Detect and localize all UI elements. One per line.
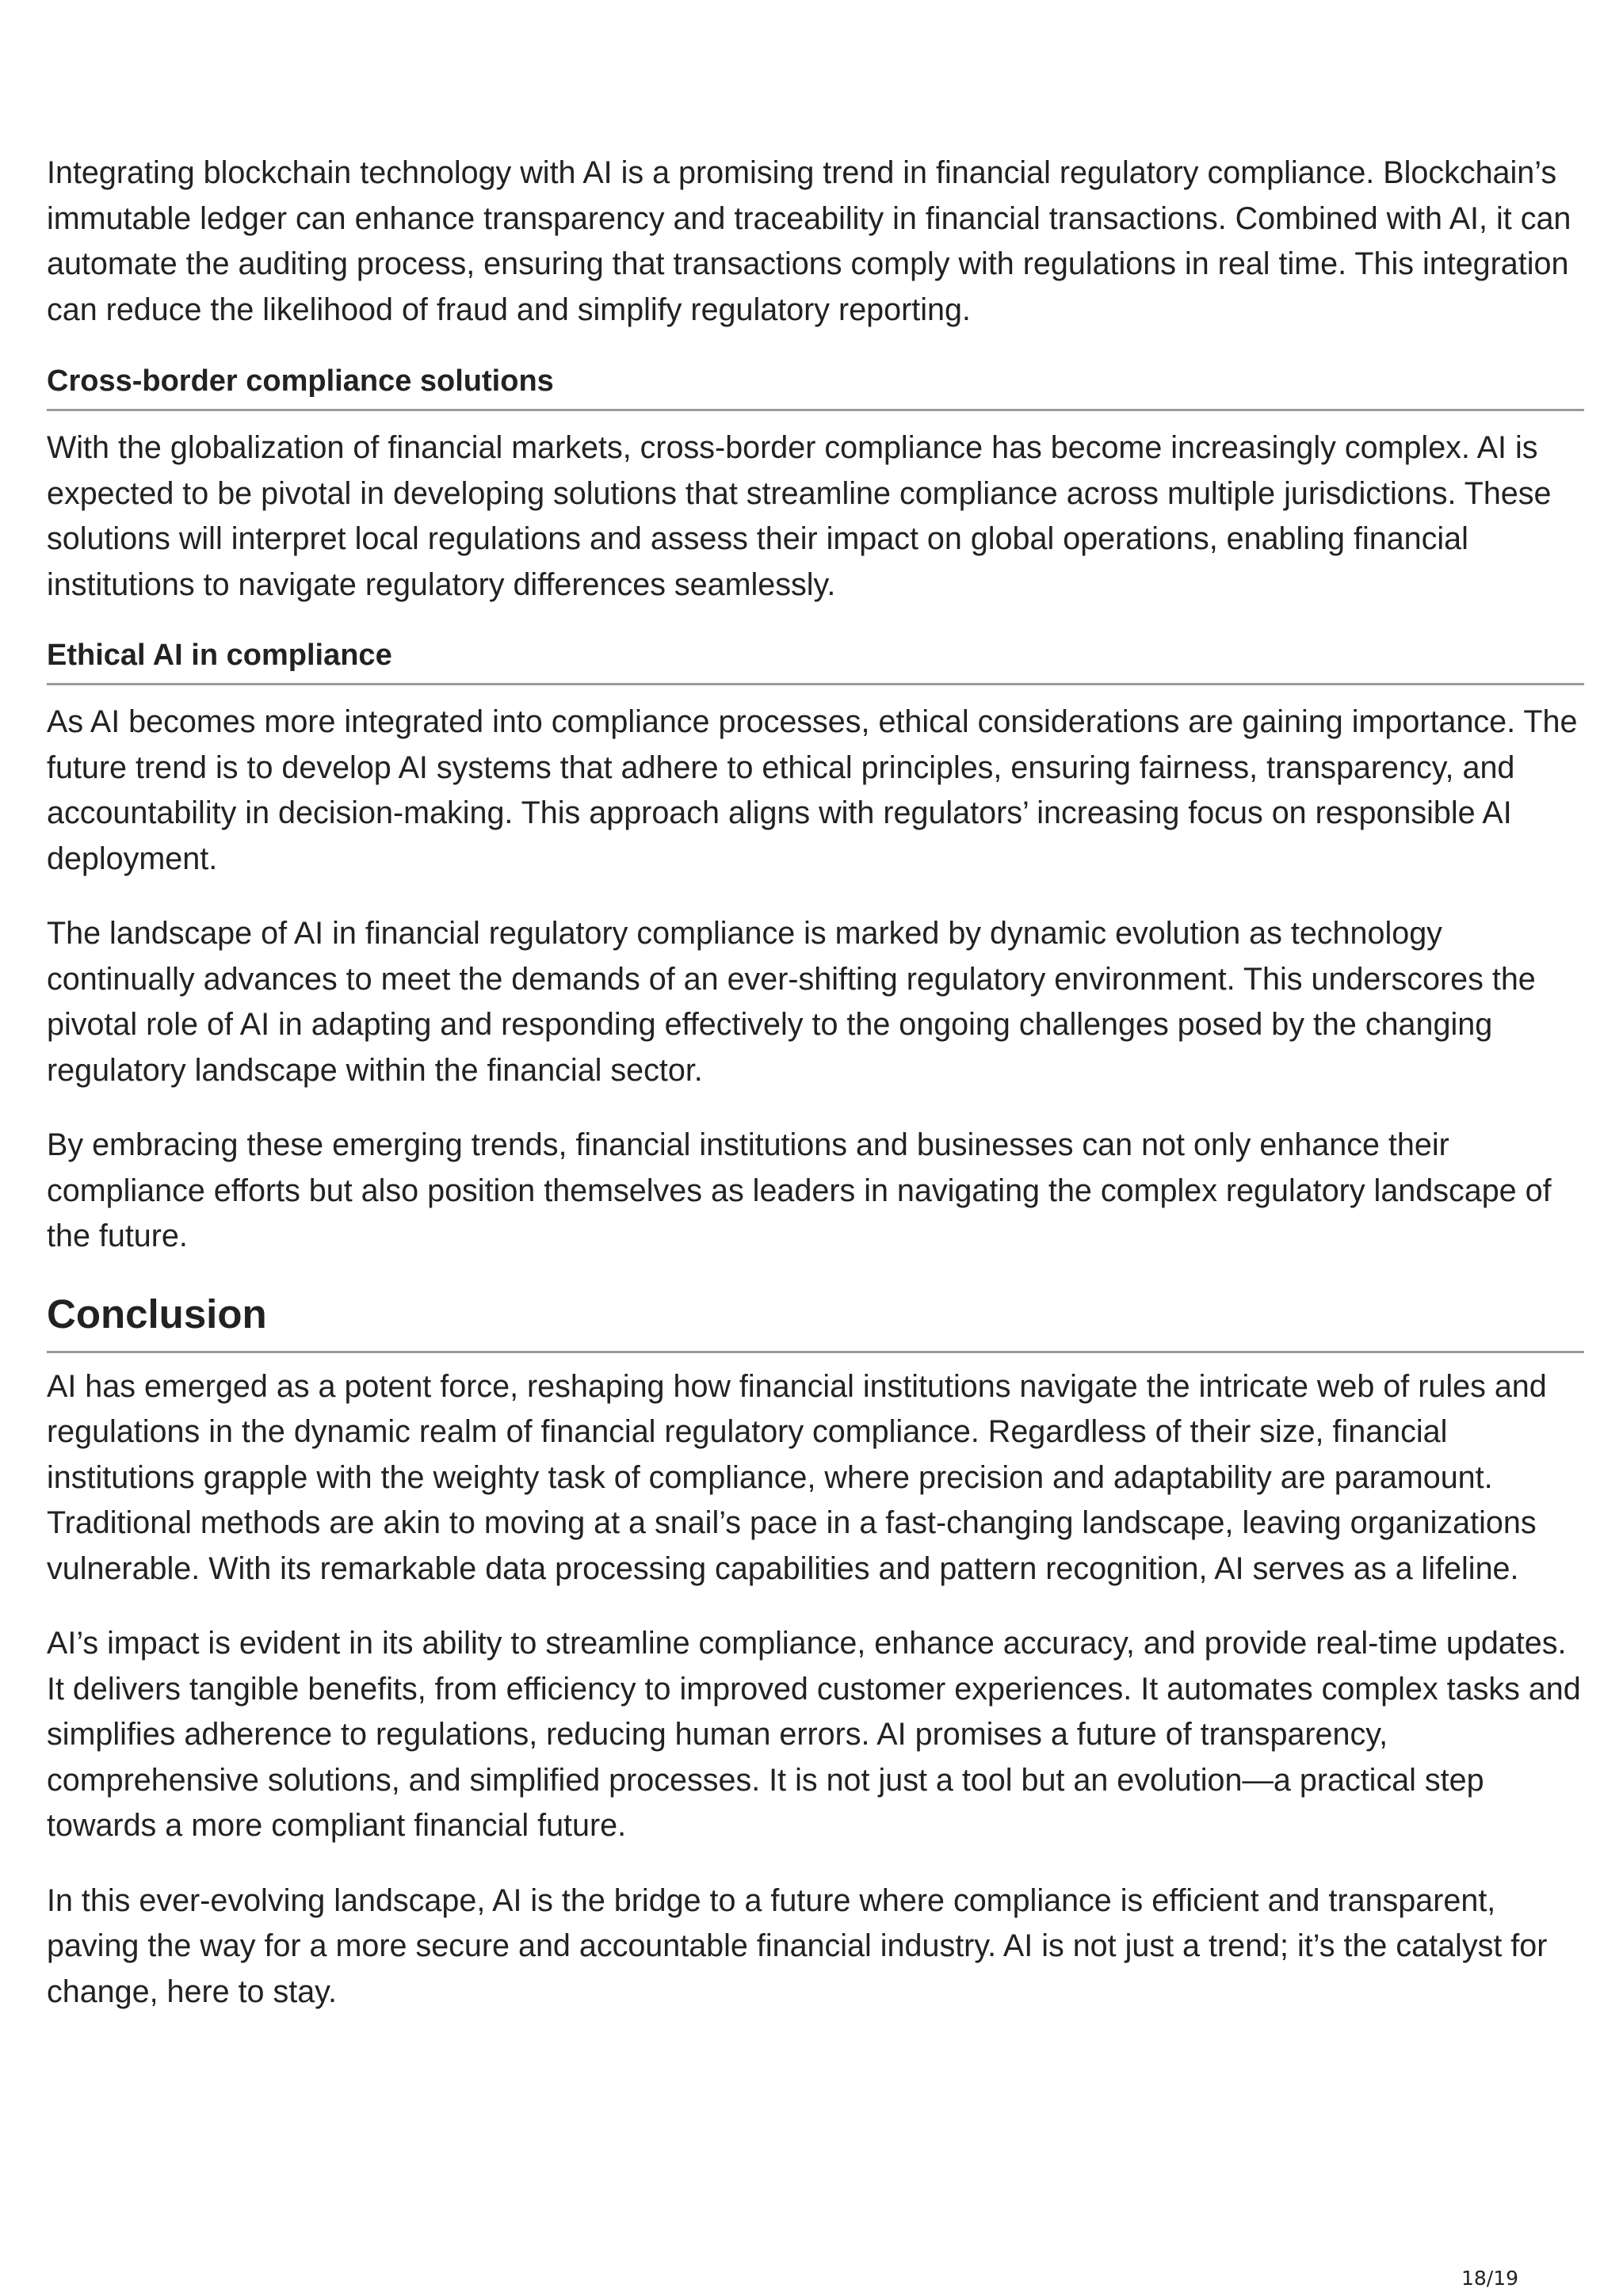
conclusion-paragraph-1: AI has emerged as a potent force, reshaping how financial institutions navigate the intricate web of rules and regulations in the dynamic realm of financial regulatory compliance. Regardless of their size, financial institutions grapple with the weighty task of compliance, where precision and adaptability are paramount. Traditional methods are akin to moving at a snail’s pace in a fast-changing landscape, leaving organizations vulnerable. With its remarkable data processing capabilities and pattern recognition, AI serves as a lifeline. — [47, 1368, 1547, 1586]
paragraph-landscape: The landscape of AI in financial regulatory compliance is marked by dynamic evolution as technology continually advances to meet the demands of an ever-shifting regulatory environment. This underscores the pivotal role of AI in adapting and responding effectively to the ongoing challenges posed by the changing regulatory landscape within the financial sector. — [47, 916, 1536, 1088]
conclusion-paragraph-3: In this ever-evolving landscape, AI is the bridge to a future where compliance is efficient and transparent, paving the way for a more secure and accountable financial industry. AI is not just a trend; it’s the catalyst for change, here to stay. — [47, 1882, 1548, 2009]
intro-paragraph: Integrating blockchain technology with AI is a promising trend in financial regulatory compliance. Blockchain’s immutable ledger can enhance transparency and traceability in financial transactions. Combined with AI, it can automate the auditing process, ensuring that transactions comply with regulations in real time. This integration can reduce the likelihood of fraud and simplify regulatory reporting. — [47, 155, 1571, 327]
page-number: 18/19 — [1461, 2267, 1519, 2290]
document-page — [47, 151, 1584, 2044]
conclusion-heading: Conclusion — [47, 1289, 1584, 1353]
section-heading-cross-border: Cross-border compliance solutions — [47, 363, 1584, 411]
section-heading-ethical-ai: Ethical AI in compliance — [47, 637, 1584, 685]
conclusion-paragraph-2: AI’s impact is evident in its ability to streamline compliance, enhance accuracy, and provide real-time updates. It delivers tangible benefits, from efficiency to improved customer experiences. It automates complex tasks and simplifies adherence to regulations, reducing human errors. AI promises a future of transparency, comprehensive solutions, and simplified processes. It is not just a tool but an evolution—a practical step towards a more compliant financial future. — [47, 1626, 1581, 1843]
paragraph-emerging-trends: By embracing these emerging trends, financial institutions and businesses can not only enhance their compliance efforts but also position themselves as leaders in navigating the complex regulatory landscape of the future. — [47, 1127, 1552, 1253]
paragraph-ethical-ai: As AI becomes more integrated into compliance processes, ethical considerations are gaining importance. The future trend is to develop AI systems that adhere to ethical principles, ensuring fairness, transparency, and accountability in decision-making. This approach aligns with regulators’ increasing focus on responsible AI deployment. — [47, 704, 1578, 876]
paragraph-cross-border: With the globalization of financial markets, cross-border compliance has become increasingly complex. AI is expected to be pivotal in developing solutions that streamline compliance across multiple jurisdictions. These solutions will interpret local regulations and assess their impact on global operations, enabling financial institutions to navigate regulatory differences seamlessly. — [47, 430, 1552, 602]
